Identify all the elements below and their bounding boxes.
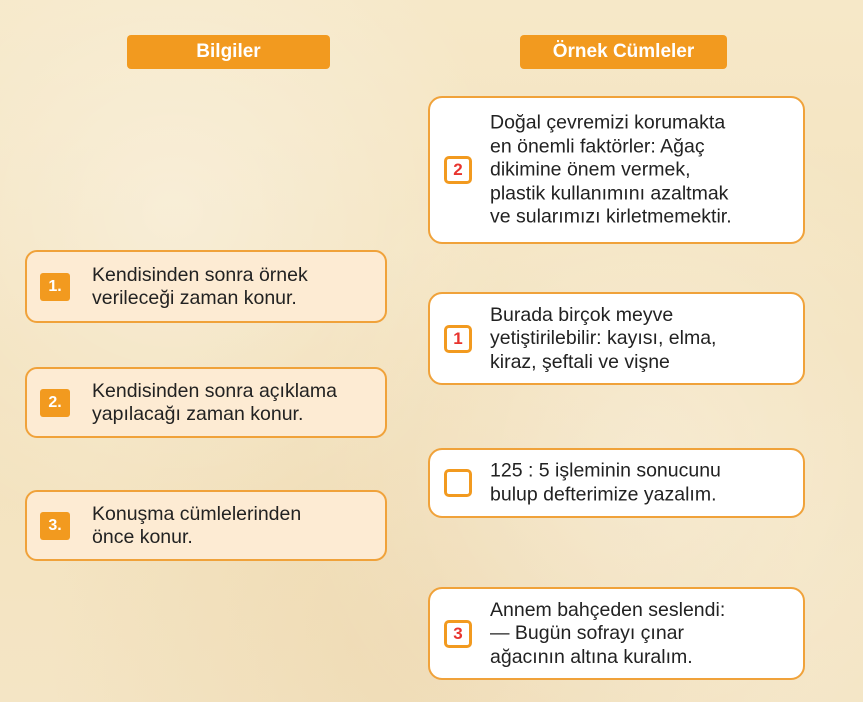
answer-box[interactable]: 2 xyxy=(444,156,472,184)
info-text: Kendisinden sonra açıklama yapılacağı zaman konur. xyxy=(92,379,337,425)
example-text: 125 : 5 işleminin sonucunu bulup defterimize yazalım. xyxy=(490,459,721,505)
answer-box[interactable]: 1 xyxy=(444,325,472,353)
example-text: Burada birçok meyve yetiştirilebilir: kayısı, elma, kiraz, şeftali ve vişne xyxy=(490,303,717,373)
header-ornek-cumleler: Örnek Cümleler xyxy=(520,35,727,69)
example-card-2 xyxy=(428,292,805,385)
example-card-1 xyxy=(428,96,805,244)
info-text: Konuşma cümlelerinden önce konur. xyxy=(92,502,302,548)
info-number-badge: 1. xyxy=(40,273,70,301)
header-bilgiler: Bilgiler xyxy=(127,35,330,69)
example-text: Annem bahçeden seslendi: — Bugün sofrayı çınar ağacının altına kuralım. xyxy=(490,598,726,668)
example-card-3 xyxy=(428,448,805,518)
example-text: Doğal çevremizi korumakta en önemli faktörler: Ağaç dikimine önem vermek, plastik kullanımını azaltmak ve sularımızı kirletmemektir. xyxy=(490,111,732,228)
info-text: Kendisinden sonra örnek verileceği zaman konur. xyxy=(92,263,308,309)
answer-box[interactable]: 3 xyxy=(444,620,472,648)
info-number-badge: 2. xyxy=(40,389,70,417)
info-card-2 xyxy=(25,367,387,438)
info-number-badge: 3. xyxy=(40,512,70,540)
info-card-1 xyxy=(25,250,387,323)
answer-box[interactable] xyxy=(444,469,472,497)
example-card-4 xyxy=(428,587,805,680)
info-card-3 xyxy=(25,490,387,561)
